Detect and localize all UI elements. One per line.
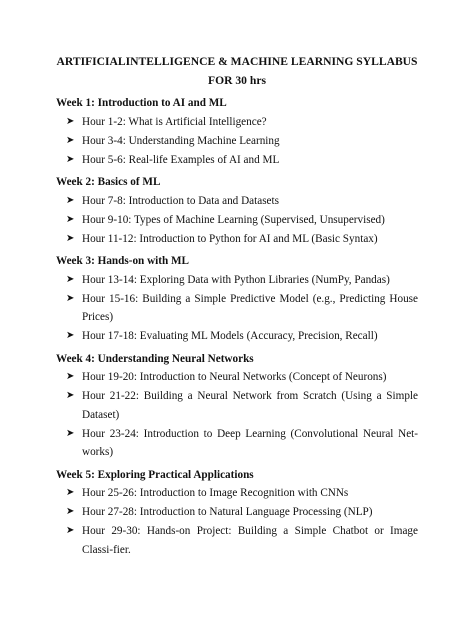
list-item [56, 425, 418, 462]
arrow-bullet-icon: ➤ [66, 273, 75, 285]
arrow-bullet-icon: ➤ [66, 153, 75, 165]
item-text: Hour 17-18: Evaluating ML Models (Accuracy, Precision, Recall) [82, 330, 378, 342]
arrow-bullet-icon: ➤ [66, 213, 75, 225]
list-item [56, 113, 418, 132]
week-heading: Week 1: Introduction to AI and ML [56, 97, 227, 109]
week-1-section [56, 94, 418, 169]
week-3-section [56, 252, 418, 346]
item-text: Hour 3-4: Understanding Machine Learning [82, 134, 280, 147]
week-5-section [56, 466, 418, 560]
list-item [56, 230, 418, 249]
list-item [56, 271, 418, 290]
item-text: Hour 15-16: Building a Simple Predictive Model (e.g., Predicting House Prices) [82, 292, 418, 323]
item-text: Hour 21-22: Building a Neural Network from Scratch (Using a Simple Dataset) [82, 390, 418, 421]
list-item [56, 484, 418, 503]
item-text: Hour 7-8: Introduction to Data and Datasets [82, 194, 279, 207]
arrow-bullet-icon: ➤ [66, 506, 75, 517]
week-heading: Week 2: Basics of ML [56, 176, 161, 188]
document-title: ARTIFICIALINTELLIGENCE & MACHINE LEARNING SYLLABUS [56, 55, 418, 68]
item-text: Hour 29-30: Hands-on Project: Building a Simple Chatbot or Image Classi-fier. [82, 525, 418, 556]
item-text: Hour 23-24: Introduction to Deep Learning (Convolutional Neural Net-works) [82, 427, 418, 458]
arrow-bullet-icon: ➤ [66, 525, 75, 536]
week-heading: Week 4: Understanding Neural Networks [56, 352, 254, 365]
week-item-list [56, 484, 418, 559]
week-4-section [56, 350, 418, 462]
week-item-list [56, 192, 418, 249]
arrow-bullet-icon: ➤ [66, 487, 75, 498]
arrow-bullet-icon: ➤ [66, 371, 75, 382]
week-2-section [56, 173, 418, 248]
item-text: Hour 1-2: What is Artificial Intelligence? [82, 115, 267, 128]
item-text: Hour 25-26: Introduction to Image Recognition with CNNs [82, 487, 349, 499]
item-text: Hour 19-20: Introduction to Neural Networks (Concept of Neurons) [82, 371, 387, 383]
item-text: Hour 9-10: Types of Machine Learning (Supervised, Unsupervised) [82, 213, 385, 226]
week-item-list [56, 368, 418, 462]
week-heading: Week 3: Hands-on with ML [56, 255, 190, 267]
list-item [56, 327, 418, 346]
arrow-bullet-icon: ➤ [66, 292, 75, 304]
week-item-list [56, 113, 418, 170]
list-item [56, 387, 418, 424]
week-heading: Week 5: Exploring Practical Applications [56, 468, 254, 481]
arrow-bullet-icon: ➤ [66, 115, 75, 127]
list-item [56, 522, 418, 559]
list-item [56, 151, 418, 170]
arrow-bullet-icon: ➤ [66, 194, 75, 206]
document-subtitle: FOR 30 hrs [208, 74, 266, 87]
item-text: Hour 11-12: Introduction to Python for AI and ML (Basic Syntax) [82, 232, 378, 245]
item-text: Hour 5-6: Real-life Examples of AI and ML [82, 153, 280, 166]
arrow-bullet-icon: ➤ [66, 330, 75, 341]
item-text: Hour 27-28: Introduction to Natural Language Processing (NLP) [82, 506, 373, 518]
list-item [56, 132, 418, 151]
arrow-bullet-icon: ➤ [66, 427, 75, 439]
list-item [56, 368, 418, 387]
item-text: Hour 13-14: Exploring Data with Python Libraries (NumPy, Pandas) [82, 273, 390, 286]
list-item [56, 503, 418, 522]
list-item [56, 211, 418, 230]
list-item [56, 290, 418, 327]
week-item-list [56, 271, 418, 346]
arrow-bullet-icon: ➤ [66, 390, 75, 401]
list-item [56, 192, 418, 211]
arrow-bullet-icon: ➤ [66, 134, 75, 146]
arrow-bullet-icon: ➤ [66, 232, 75, 244]
